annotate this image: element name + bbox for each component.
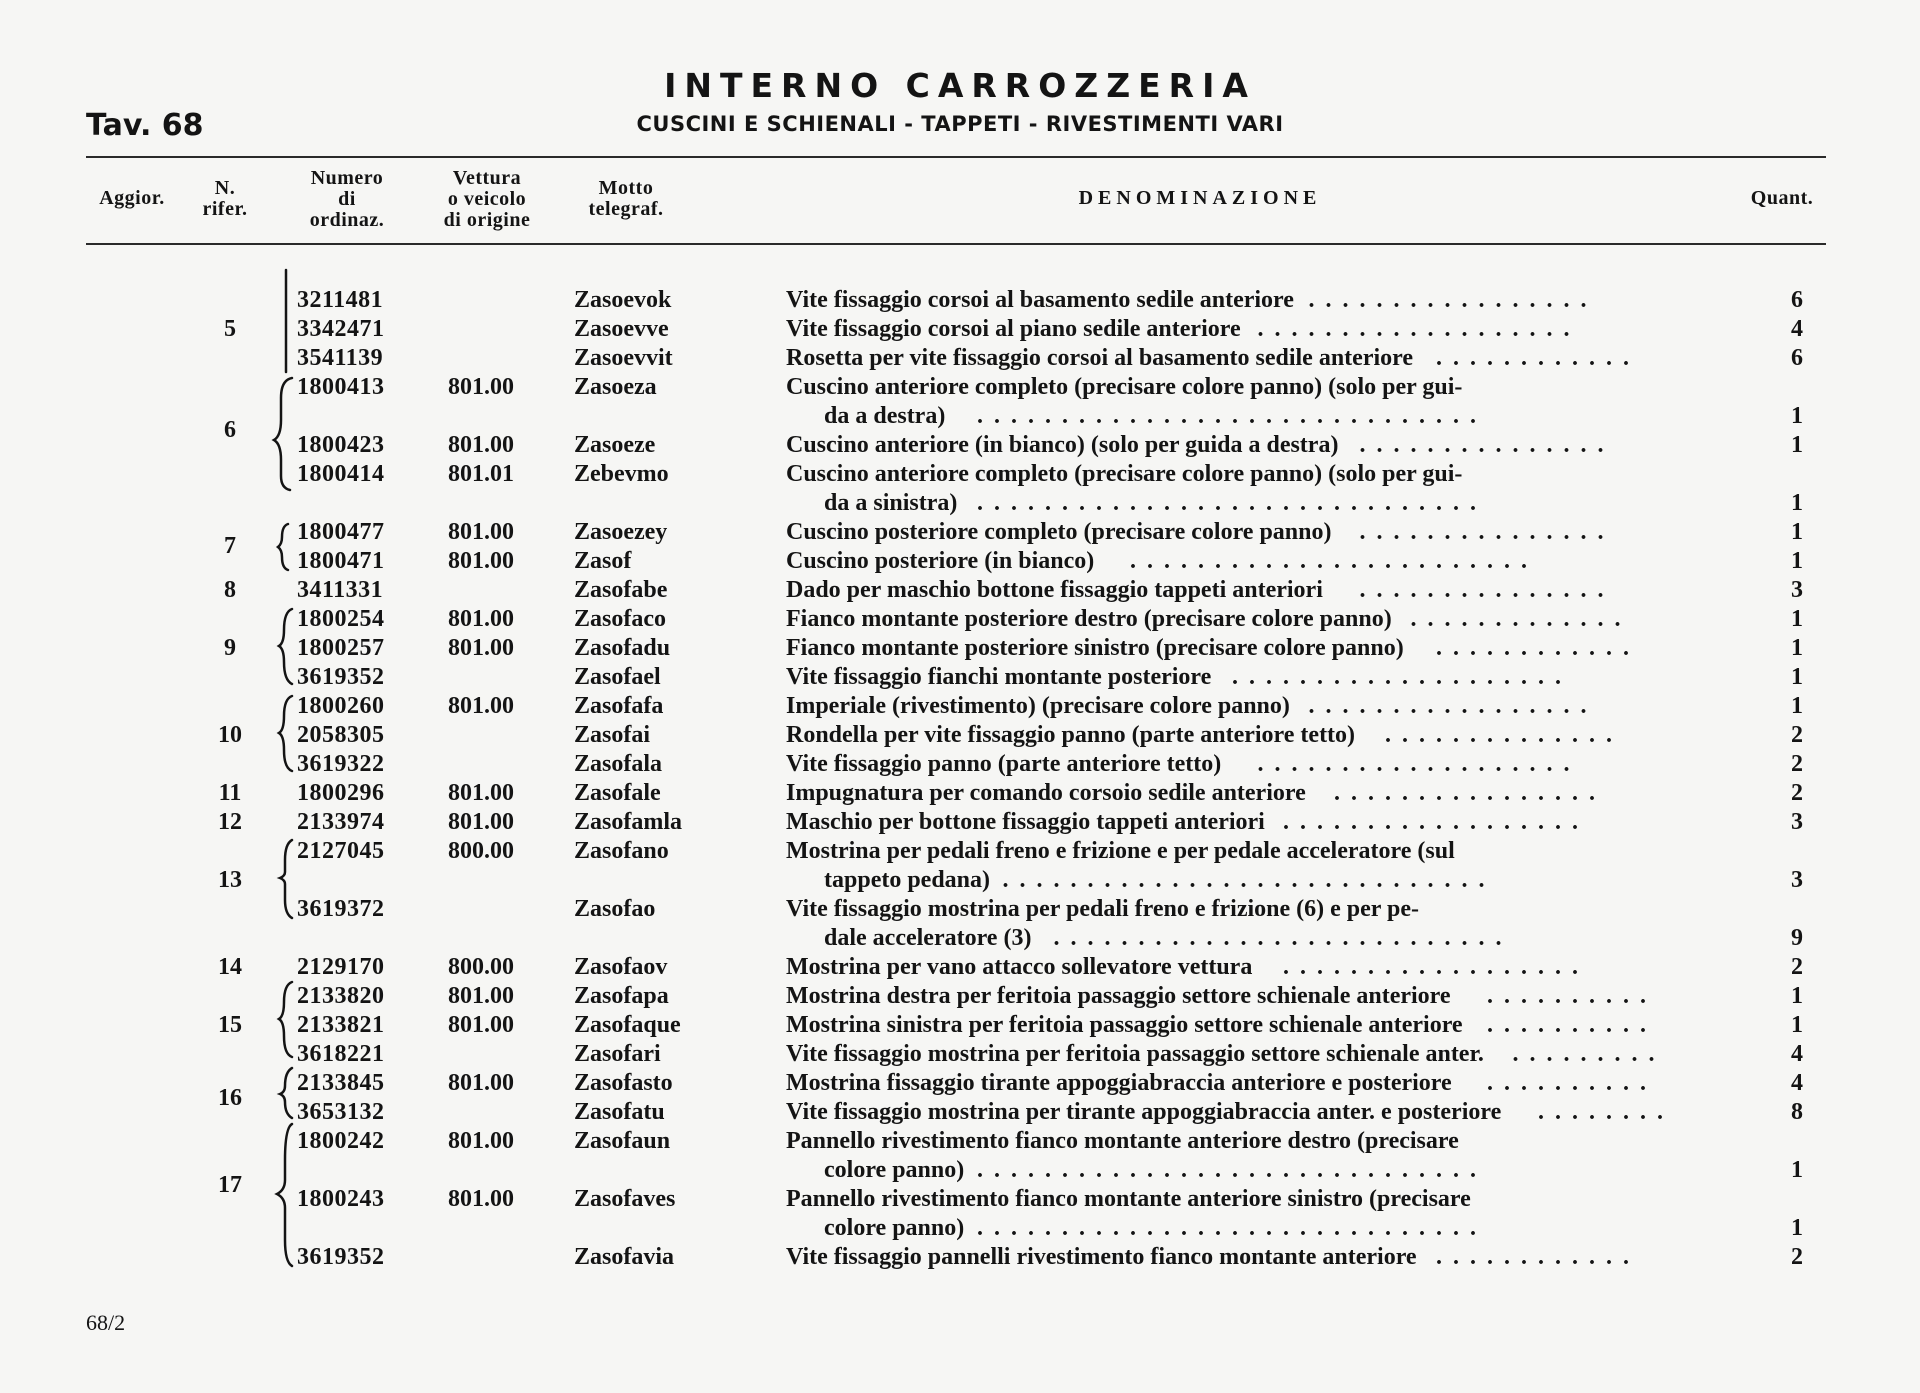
vehicle-origin: 801.00 <box>448 1128 514 1154</box>
quantity: 2 <box>1791 780 1803 806</box>
description: Vite fissaggio panno (parte anteriore tetto) <box>786 751 1222 777</box>
quantity: 4 <box>1791 316 1803 342</box>
description: Impugnatura per comando corsoio sedile anteriore <box>786 780 1306 806</box>
ref-number: 7 <box>224 533 236 559</box>
quantity: 4 <box>1791 1070 1803 1096</box>
description: Vite fissaggio mostrina per pedali freno e frizione (6) e per pe- <box>786 896 1419 922</box>
quantity: 6 <box>1791 345 1803 371</box>
telegraph-code: Zasofaque <box>574 1012 681 1038</box>
telegraph-code: Zasofaco <box>574 606 666 632</box>
description: Cuscino posteriore (in bianco) <box>786 548 1095 574</box>
ref-number: 9 <box>224 635 236 661</box>
leader-dots: ............................. <box>1002 867 1496 893</box>
ref-number: 5 <box>224 316 236 342</box>
col-header-vettura: Vettura o veicolo di origine <box>443 167 531 231</box>
description: Cuscino anteriore (in bianco) (solo per guida a destra) <box>786 432 1339 458</box>
telegraph-code: Zasofamla <box>574 809 682 835</box>
leader-dots: .................... <box>1232 664 1572 690</box>
vehicle-origin: 801.00 <box>448 635 514 661</box>
description: Pannello rivestimento fianco montante anteriore sinistro (precisare <box>786 1186 1471 1212</box>
description-continued: colore panno) <box>824 1215 965 1241</box>
description: Mostrina fissaggio tirante appoggiabraccia anteriore e posteriore <box>786 1070 1452 1096</box>
leader-dots: ............. <box>1410 606 1632 632</box>
vehicle-origin: 801.00 <box>448 693 514 719</box>
quantity: 1 <box>1791 1157 1803 1183</box>
leader-dots: ................ <box>1334 780 1606 806</box>
col-header-quantita: Quant. <box>1750 187 1814 209</box>
quantity: 2 <box>1791 722 1803 748</box>
quantity: 2 <box>1791 751 1803 777</box>
order-number: 1800413 <box>297 374 385 400</box>
description: Vite fissaggio pannelli rivestimento fianco montante anteriore <box>786 1244 1417 1270</box>
vehicle-origin: 801.01 <box>448 461 514 487</box>
leader-dots: ............... <box>1359 577 1615 603</box>
telegraph-code: Zasof <box>574 548 632 574</box>
telegraph-code: Zasofao <box>574 896 656 922</box>
description: Vite fissaggio mostrina per tirante appoggiabraccia anter. e posteriore <box>786 1099 1502 1125</box>
quantity: 1 <box>1791 635 1803 661</box>
description: Vite fissaggio corsoi al piano sedile anteriore <box>786 316 1241 342</box>
description: Rosetta per vite fissaggio corsoi al basamento sedile anteriore <box>786 345 1414 371</box>
order-number: 3619372 <box>297 896 385 922</box>
ref-number: 15 <box>218 1012 242 1038</box>
telegraph-code: Zasoeze <box>574 432 656 458</box>
order-number: 1800242 <box>297 1128 385 1154</box>
telegraph-code: Zasofadu <box>574 635 671 661</box>
quantity: 1 <box>1791 983 1803 1009</box>
description-continued: da a sinistra) <box>824 490 958 516</box>
vehicle-origin: 801.00 <box>448 374 514 400</box>
telegraph-code: Zebevmo <box>574 461 669 487</box>
telegraph-code: Zasofaun <box>574 1128 671 1154</box>
order-number: 2129170 <box>297 954 385 980</box>
leader-dots: .............................. <box>977 1215 1487 1241</box>
description: Cuscino anteriore completo (precisare colore panno) (solo per gui- <box>786 374 1463 400</box>
vehicle-origin: 800.00 <box>448 838 514 864</box>
description: Cuscino posteriore completo (precisare colore panno) <box>786 519 1332 545</box>
order-number: 3211481 <box>297 287 384 313</box>
order-number: 1800414 <box>297 461 385 487</box>
leader-dots: .............. <box>1385 722 1623 748</box>
description: Mostrina per pedali freno e frizione e per pedale acceleratore (sul <box>786 838 1455 864</box>
leader-dots: ................. <box>1308 693 1598 719</box>
quantity: 1 <box>1791 519 1803 545</box>
page-title: INTERNO CARROZZERIA <box>664 66 1256 105</box>
leader-dots: ................. <box>1308 287 1598 313</box>
description: Vite fissaggio fianchi montante posteriore <box>786 664 1212 690</box>
leader-dots: ............ <box>1436 635 1640 661</box>
page-number: 68/2 <box>86 1310 126 1335</box>
description: Pannello rivestimento fianco montante anteriore destro (precisare <box>786 1128 1459 1154</box>
telegraph-code: Zasofavia <box>574 1244 675 1270</box>
quantity: 2 <box>1791 954 1803 980</box>
header-top-rule <box>86 156 1826 158</box>
quantity: 1 <box>1791 1012 1803 1038</box>
leader-dots: ......... <box>1512 1041 1666 1067</box>
telegraph-code: Zasofari <box>574 1041 661 1067</box>
order-number: 1800296 <box>297 780 385 806</box>
order-number: 3618221 <box>297 1041 385 1067</box>
ref-number: 16 <box>218 1085 242 1111</box>
quantity: 3 <box>1791 577 1803 603</box>
ref-number: 6 <box>224 417 236 443</box>
description: Vite fissaggio corsoi al basamento sedile anteriore <box>786 287 1294 313</box>
description: Imperiale (rivestimento) (precisare colore panno) <box>786 693 1290 719</box>
leader-dots: ........................... <box>1053 925 1513 951</box>
description-continued: tappeto pedana) <box>824 867 991 893</box>
order-number: 3619352 <box>297 1244 385 1270</box>
vehicle-origin: 801.00 <box>448 548 514 574</box>
ref-number: 13 <box>218 867 242 893</box>
telegraph-code: Zasofabe <box>574 577 668 603</box>
quantity: 1 <box>1791 432 1803 458</box>
order-number: 2058305 <box>297 722 385 748</box>
vehicle-origin: 801.00 <box>448 1186 514 1212</box>
leader-dots: .................. <box>1283 954 1589 980</box>
order-number: 2133974 <box>297 809 385 835</box>
leader-dots: ................... <box>1257 316 1581 342</box>
order-number: 1800477 <box>297 519 385 545</box>
quantity: 2 <box>1791 1244 1803 1270</box>
telegraph-code: Zasofaov <box>574 954 668 980</box>
description: Mostrina sinistra per feritoia passaggio settore schienale anteriore <box>786 1012 1463 1038</box>
col-header-rifer: N. rifer. <box>202 177 248 220</box>
leader-dots: .............................. <box>977 490 1487 516</box>
ref-number: 12 <box>218 809 242 835</box>
telegraph-code: Zasofaves <box>574 1186 676 1212</box>
telegraph-code: Zasofafa <box>574 693 664 719</box>
col-header-aggior: Aggior. <box>99 187 165 209</box>
quantity: 9 <box>1791 925 1803 951</box>
quantity: 1 <box>1791 664 1803 690</box>
order-number: 2133845 <box>297 1070 385 1096</box>
leader-dots: .............................. <box>977 1157 1487 1183</box>
description: Vite fissaggio mostrina per feritoia passaggio settore schienale anter. <box>786 1041 1484 1067</box>
quantity: 1 <box>1791 693 1803 719</box>
quantity: 1 <box>1791 548 1803 574</box>
quantity: 1 <box>1791 606 1803 632</box>
leader-dots: ........ <box>1538 1099 1674 1125</box>
ref-number: 8 <box>224 577 236 603</box>
telegraph-code: Zasofasto <box>574 1070 673 1096</box>
description-continued: dale acceleratore (3) <box>824 925 1032 951</box>
description: Mostrina per vano attacco sollevatore vettura <box>786 954 1253 980</box>
vehicle-origin: 801.00 <box>448 1070 514 1096</box>
description: Cuscino anteriore completo (precisare colore panno) (solo per gui- <box>786 461 1463 487</box>
quantity: 3 <box>1791 867 1803 893</box>
description-continued: colore panno) <box>824 1157 965 1183</box>
quantity: 8 <box>1791 1099 1803 1125</box>
leader-dots: ............... <box>1359 432 1615 458</box>
telegraph-code: Zasofatu <box>574 1099 665 1125</box>
leader-dots: .......... <box>1487 983 1657 1009</box>
order-number: 2127045 <box>297 838 385 864</box>
quantity: 1 <box>1791 403 1803 429</box>
leader-dots: .............................. <box>977 403 1487 429</box>
ref-number: 11 <box>218 780 242 806</box>
header-bottom-rule <box>86 243 1826 245</box>
description: Maschio per bottone fissaggio tappeti anteriori <box>786 809 1265 835</box>
description: Mostrina destra per feritoia passaggio settore schienale anteriore <box>786 983 1451 1009</box>
order-number: 1800423 <box>297 432 385 458</box>
telegraph-code: Zasofael <box>574 664 661 690</box>
telegraph-code: Zasoevvit <box>574 345 673 371</box>
leader-dots: ............ <box>1436 345 1640 371</box>
order-number: 1800471 <box>297 548 385 574</box>
description: Dado per maschio bottone fissaggio tappeti anteriori <box>786 577 1323 603</box>
order-number: 2133821 <box>297 1012 385 1038</box>
vehicle-origin: 800.00 <box>448 954 514 980</box>
leader-dots: .......... <box>1487 1070 1657 1096</box>
telegraph-code: Zasoezey <box>574 519 668 545</box>
order-number: 1800260 <box>297 693 385 719</box>
order-number: 1800257 <box>297 635 385 661</box>
vehicle-origin: 801.00 <box>448 780 514 806</box>
order-number: 3619352 <box>297 664 385 690</box>
telegraph-code: Zasofai <box>574 722 651 748</box>
table-number: Tav. 68 <box>86 108 204 143</box>
quantity: 1 <box>1791 1215 1803 1241</box>
telegraph-code: Zasoevok <box>574 287 672 313</box>
telegraph-code: Zasofapa <box>574 983 669 1009</box>
order-number: 3619322 <box>297 751 385 777</box>
leader-dots: ............... <box>1359 519 1615 545</box>
description: Fianco montante posteriore destro (precisare colore panno) <box>786 606 1392 632</box>
vehicle-origin: 801.00 <box>448 606 514 632</box>
order-number: 1800243 <box>297 1186 385 1212</box>
ref-number: 14 <box>218 954 242 980</box>
description-continued: da a destra) <box>824 403 946 429</box>
quantity: 3 <box>1791 809 1803 835</box>
ref-number: 10 <box>218 722 242 748</box>
leader-dots: ................... <box>1257 751 1581 777</box>
vehicle-origin: 801.00 <box>448 432 514 458</box>
telegraph-code: Zasofale <box>574 780 661 806</box>
page-subtitle: CUSCINI E SCHIENALI - TAPPETI - RIVESTIMENTI VARI <box>636 112 1284 136</box>
order-number: 3541139 <box>297 345 384 371</box>
quantity: 6 <box>1791 287 1803 313</box>
order-number: 1800254 <box>297 606 385 632</box>
leader-dots: .......... <box>1487 1012 1657 1038</box>
vehicle-origin: 801.00 <box>448 519 514 545</box>
telegraph-code: Zasofala <box>574 751 663 777</box>
description: Fianco montante posteriore sinistro (precisare colore panno) <box>786 635 1404 661</box>
leader-dots: ............ <box>1436 1244 1640 1270</box>
order-number: 3411331 <box>297 577 384 603</box>
order-number: 3342471 <box>297 316 385 342</box>
order-number: 2133820 <box>297 983 385 1009</box>
ref-number: 17 <box>218 1172 242 1198</box>
leader-dots: .................. <box>1283 809 1589 835</box>
telegraph-code: Zasoevve <box>574 316 669 342</box>
order-number: 3653132 <box>297 1099 385 1125</box>
quantity: 1 <box>1791 490 1803 516</box>
leader-dots: ........................ <box>1130 548 1538 574</box>
telegraph-code: Zasofano <box>574 838 669 864</box>
vehicle-origin: 801.00 <box>448 809 514 835</box>
quantity: 4 <box>1791 1041 1803 1067</box>
description: Rondella per vite fissaggio panno (parte anteriore tetto) <box>786 722 1356 748</box>
col-header-numero: Numero di ordinaz. <box>309 167 385 231</box>
col-header-motto: Motto telegraf. <box>588 177 664 220</box>
col-header-denominazione: DENOMINAZIONE <box>1078 187 1322 209</box>
vehicle-origin: 801.00 <box>448 983 514 1009</box>
telegraph-code: Zasoeza <box>574 374 657 400</box>
vehicle-origin: 801.00 <box>448 1012 514 1038</box>
